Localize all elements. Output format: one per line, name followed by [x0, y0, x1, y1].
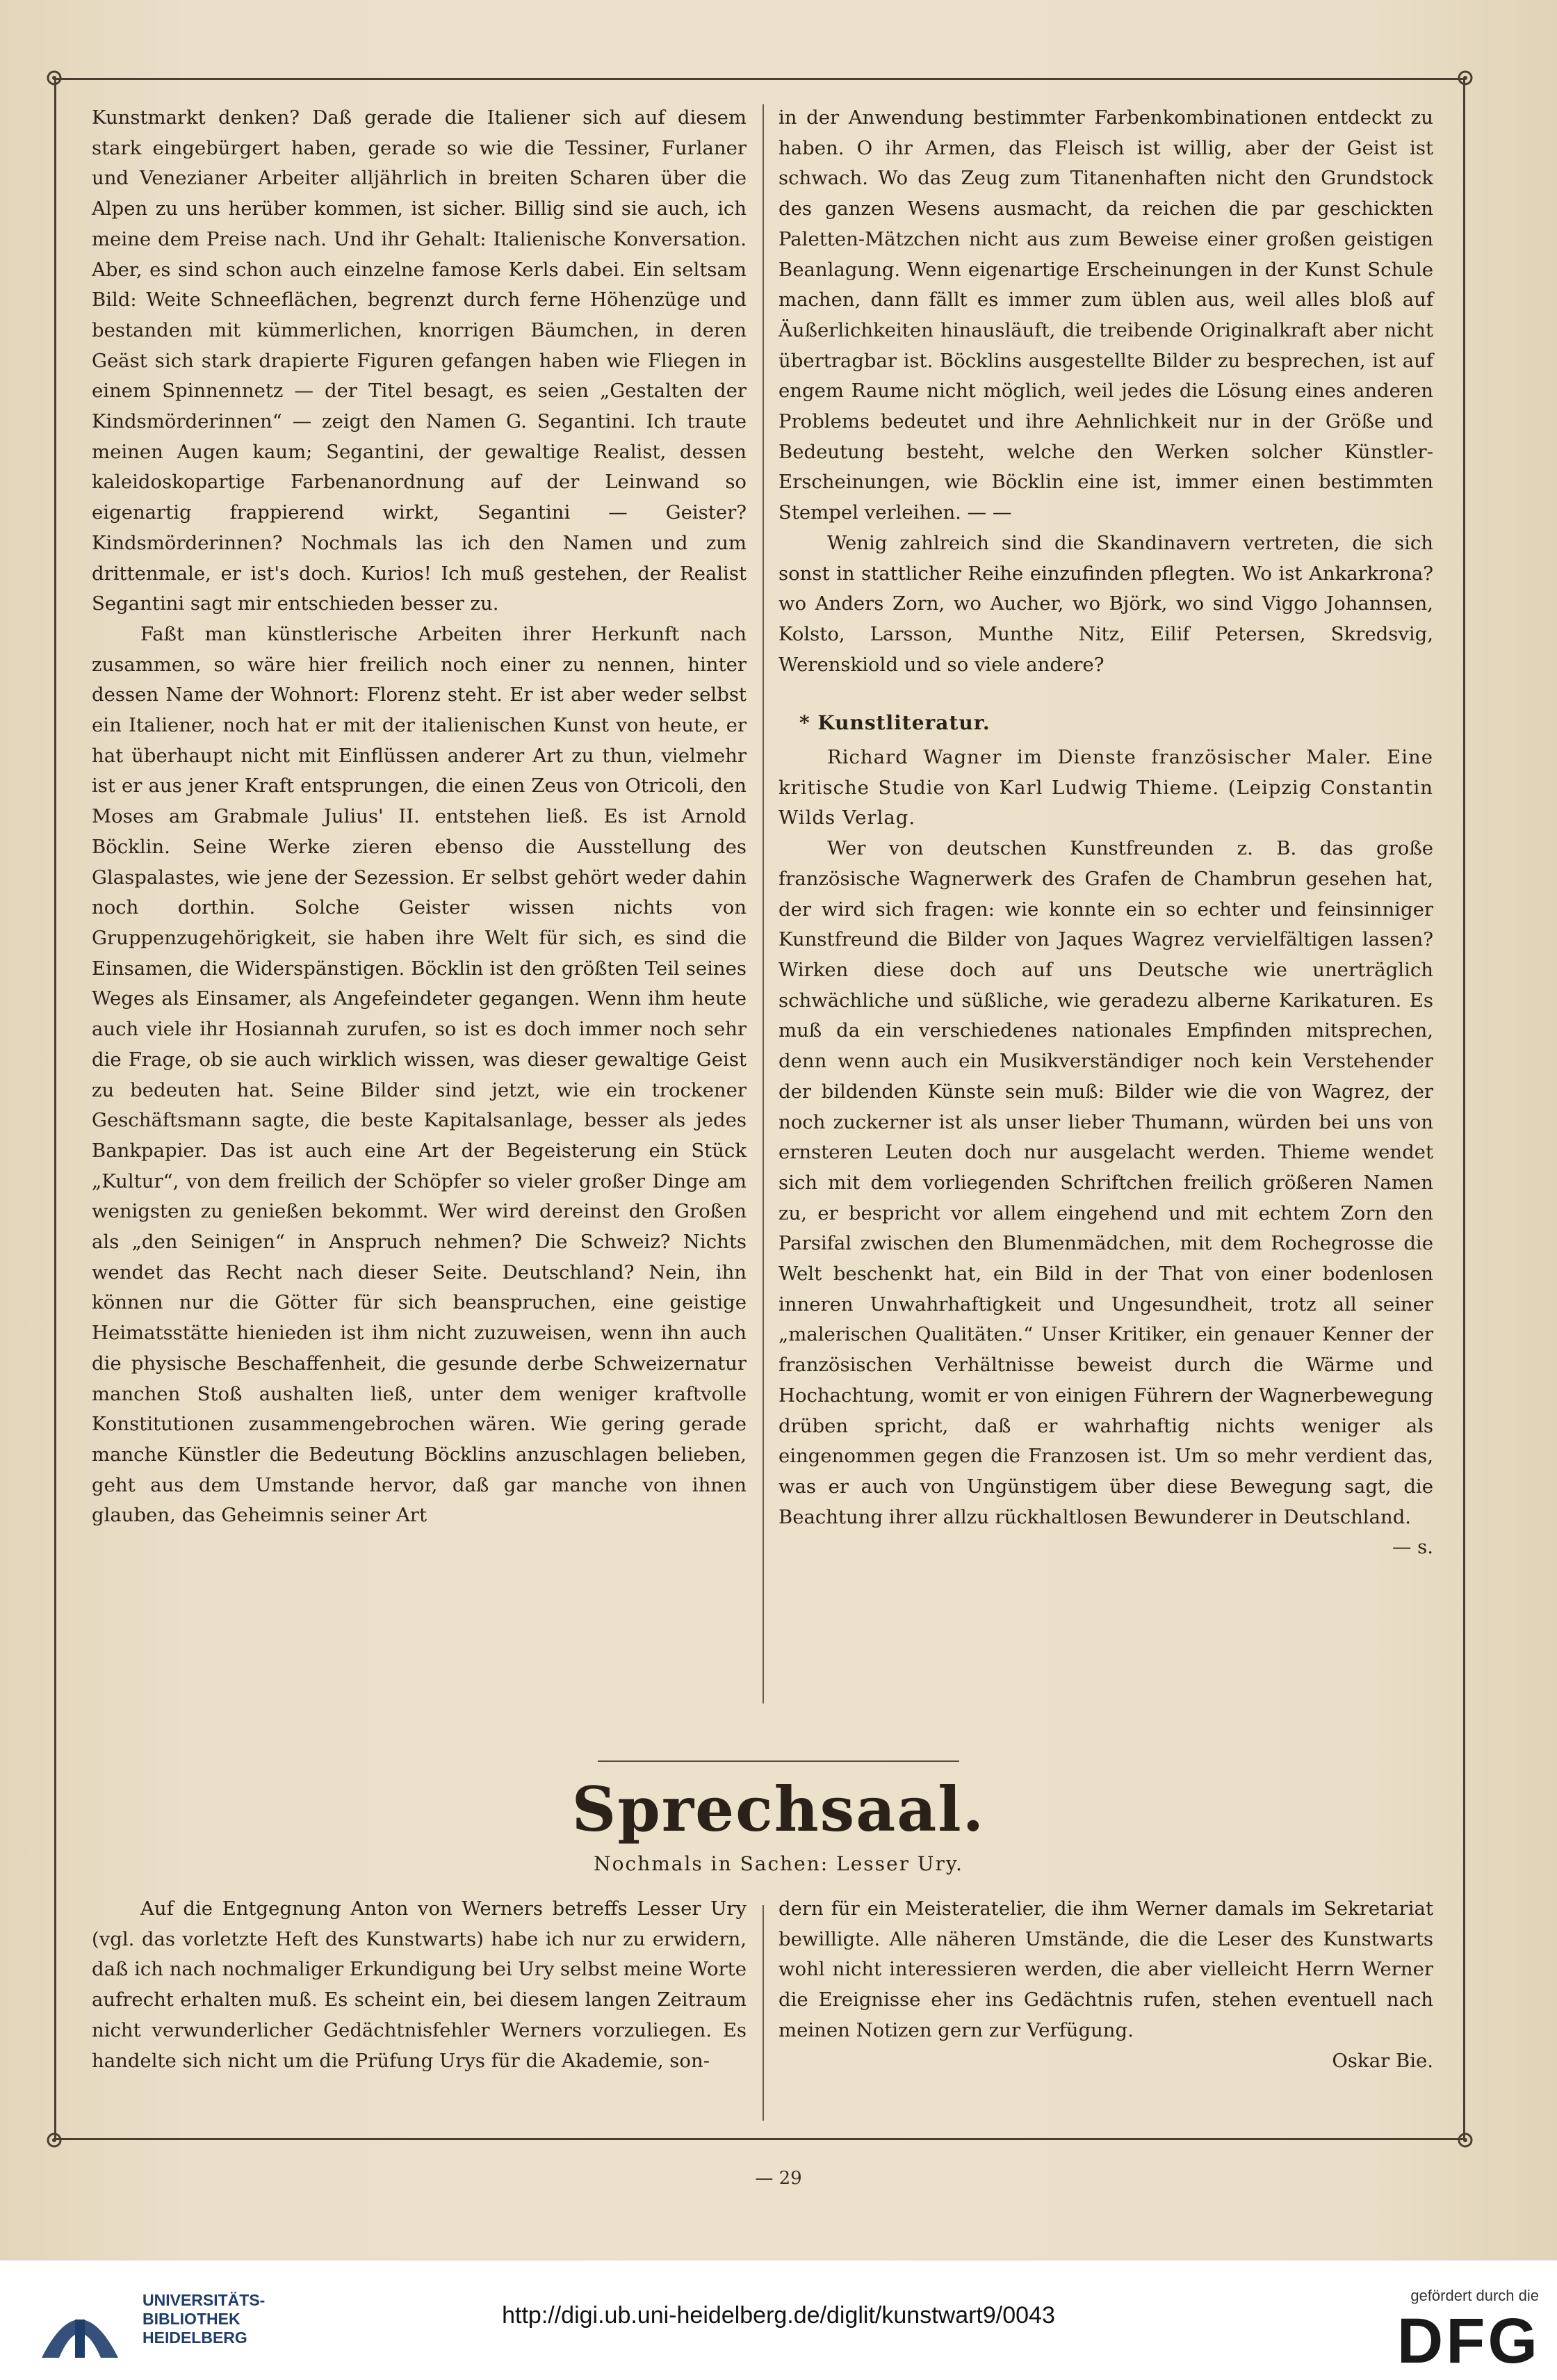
paragraph: Wer von deutschen Kunstfreunden z. B. das große französische Wagnerwerk des Grafen de Chambrun gesehen hat, der wird sich fragen: wie konnte ein so echter und feinsinniger Kunstfreund die Bilder von Jaques Wagrez vervielfältigen lassen? Wirken diese doch auf uns Deutsche wie unerträglich schwächliche und süßliche, wie geradezu alberne Karikaturen. Es muß da ein verschiedenes nationales Empfinden mitsprechen, denn wenn auch ein Musikverständiger noch kein Verstehender der bildenden Künste sein muß: Bilder wie die von Wagrez, der noch zuckerner ist als unser lieber Thumann, würden bei uns von ernsteren Leuten doch nur ausgelacht werden. Thieme wendet sich mit dem vorliegenden Schriftchen freilich größeren Namen zu, er bespricht vor allem eingehend und mit echtem Zorn den Parsifal zwischen den Blumenmädchen, mit dem Rochegrosse die Welt beschenkt hat, ein Bild in der That von einer bodenlosen inneren Unwahrhaftigkeit und Ungesundheit, trotz all seiner „malerischen Qualitäten.“ Unser Kritiker, ein genauer Kenner der französischen Verhältnisse beweist durch die Wärme und Hochachtung, womit er von einigen Führern der Wagnerbewegung drüben spricht, daß er wahrhaftig nichts weniger als eingenommen gegen die Franzosen ist. Um so mehr verdient das, was er auch von Ungünstigem über diese Bewegung sagt, die Beachtung ihrer allzu rückhaltlosen Bewunderer in Deutschland.: [778, 837, 1433, 1528]
paragraph: Kunstmarkt denken? Daß gerade die Italiener sich auf diesem stark eingebürgert haben, gerade so wie die Tessiner, Furlaner und Venezianer Arbeiter alljährlich in breiten Scharen über die Alpen zu uns herüber kommen, ist sicher. Billig sind sie auch, ich meine dem Preise nach. Und ihr Gehalt: Italienische Konversation. Aber, es sind schon auch einzelne famose Kerls dabei. Ein seltsam Bild: Weite Schneeflächen, begrenzt durch ferne Höhenzüge und bestanden mit kümmerlichen, knorrigen Bäumchen, in deren Geäst sich stark drapierte Figuren gefangen haben wie Fliegen in einem Spinnennetz — der Titel besagt, es seien „Gestalten der Kindsmörderinnen“ — zeigt den Namen G. Segantini. Ich traute meinen Augen kaum; Segantini, der gewaltige Realist, dessen kaleidoskopartige Farbenanordnung auf der Leinwand so eigenartig frappierend wirkt, Segantini — Geister? Kindsmörderinnen? Nochmals las ich den Namen und zum drittenmale, er ist's doch. Kurios! Ich muß gestehen, der Realist Segantini sagt mir entschieden besser zu.: [92, 106, 747, 615]
paragraph: in der Anwendung bestimmter Farbenkombinationen entdeckt zu haben. O ihr Armen, das Fleisch ist willig, aber der Geist ist schwach. Wo das Zeug zum Titanenhaften nicht den Grundstock des ganzen Wesens ausmacht, da reichen die par geschickten Paletten-Mätzchen nicht aus zum Beweise einer großen geistigen Beanlagung. Wenn eigenartige Erscheinungen in der Kunst Schule machen, dann fällt es immer zum üblen aus, weil alles bloß auf Äußerlichkeiten hinausläuft, die treibende Originalkraft aber nicht übertragbar ist. Böcklins ausgestellte Bilder zu besprechen, ist auf engem Raume nicht möglich, weil jedes die Lösung eines anderen Problems bedeutet und ihre Aehnlichkeit nur in der Größe und Bedeutung besteht, welche den Werken solcher Künstler-Erscheinungen, wie Böcklin eine ist, immer einen bestimmten Stempel verleihen. — —: [778, 106, 1433, 524]
paragraph: dern für ein Meisteratelier, die ihm Werner damals im Sekretariat bewilligte. Alle näheren Umstände, die die Leser des Kunstwarts wohl nicht interessieren werden, die aber vielleicht Herrn Werner die Ereignisse eher ins Gedächtnis rufen, stehen eventuell nach meinen Notizen gern zur Verfügung.: [778, 1897, 1433, 2041]
source-url-link[interactable]: http://digi.ub.uni-heidelberg.de/diglit/kunstwart9/0043: [502, 2302, 1055, 2329]
corner-ornament-icon: [1450, 63, 1481, 93]
page-number: — 29: [755, 2168, 802, 2189]
left-column-sprechsaal: [92, 1894, 747, 2076]
right-column-sprechsaal: [778, 1894, 1433, 2076]
review-title: Richard Wagner im Dienste französischer Maler. Eine kritische Studie von Karl Ludwig Thieme. (Leipzig Constantin Wilds Verlag.: [778, 746, 1433, 829]
signature: — s.: [1392, 1536, 1433, 1559]
right-column: [778, 103, 1433, 1563]
signature: Oskar Bie.: [1332, 2049, 1433, 2072]
column-divider: [763, 104, 764, 1703]
section-rule: [598, 1760, 959, 1762]
corner-ornament-icon: [39, 2125, 70, 2155]
corner-ornament-icon: [1450, 2125, 1481, 2155]
institution-name: UNIVERSITÄTS- BIBLIOTHEK HEIDELBERG: [142, 2291, 266, 2347]
column-divider: [763, 1905, 764, 2121]
digitization-footer: [0, 2260, 1557, 2380]
section-subtitle: Nochmals in Sachen: Lesser Ury.: [594, 1852, 963, 1875]
corner-ornament-icon: [39, 63, 70, 93]
left-column: [92, 103, 747, 1531]
section-heading-kunstliteratur: * Kunstliteratur.: [799, 711, 991, 735]
section-title-sprechsaal: Sprechsaal.: [571, 1773, 986, 1845]
paragraph: Faßt man künstlerische Arbeiten ihrer Herkunft nach zusammen, so wäre hier freilich noch einer zu nennen, hinter dessen Name der Wohnort: Florenz steht. Er ist aber weder selbst ein Italiener, noch hat er mit der italienischen Kunst von heute, er hat überhaupt nicht mit Einflüssen anderer Art zu thun, vielmehr ist er aus jener Kraft entsprungen, die einen Zeus von Otricoli, den Moses am Grabmale Julius' II. entstehen ließ. Es ist Arnold Böcklin. Seine Werke zieren ebenso die Ausstellung des Glaspalastes, wie jene der Sezession. Er selbst gehört weder dahin noch dorthin. Solche Geister wissen nichts von Gruppenzugehörigkeit, sie haben ihre Welt für sich, es sind die Einsamen, die Widerspänstigen. Böcklin ist den größten Teil seines Weges als Einsamer, als Angefeindeter gegangen. Wenn ihm heute auch viele ihr Hosiannah zurufen, so ist es doch immer noch sehr die Frage, ob sie auch wirklich wissen, was dieser gewaltige Geist zu bedeuten hat. Seine Bilder sind jetzt, wie ein trockener Geschäftsmann sagte, die beste Kapitalsanlage, besser als jedes Bankpapier. Das ist auch eine Art der Begeisterung ein Stück „Kultur“, von dem freilich der Schöpfer so vieler großer Dinge am wenigsten zu genießen bekommt. Wer wird dereinst den Großen als „den Seinigen“ in Anspruch nehmen? Die Schweiz? Nichts wendet das Recht nach dieser Seite. Deutschland? Nein, ihn können nur die Götter für sich beanspruchen, eine geistige Heimatsstätte hienieden ist ihm nicht zuzuweisen, wenn ihn auch die physische Beschaffenheit, die gesunde derbe Schweizernatur manchen Stoß aushalten ließ, unter dem weniger kraftvolle Konstitutionen zusammengebrochen wären. Wie gering gerade manche Künstler die Bedeutung Böcklins anzuschlagen belieben, geht aus dem Umstande hervor, daß gar manche von ihnen glauben, das Geheimnis seiner Art: [92, 622, 747, 1527]
dfg-logo: DFG: [1396, 2306, 1540, 2377]
funder-note: gefördert durch die: [1410, 2287, 1539, 2304]
paragraph: Wenig zahlreich sind die Skandinavern vertreten, die sich sonst in stattlicher Reihe einzufinden pflegten. Wo ist Ankarkrona? wo Anders Zorn, wo Aucher, wo Björk, wo sind Viggo Johannsen, Kolsto, Larsson, Munthe Nitz, Eilif Petersen, Skredsvig, Werenskiold und so viele andere?: [778, 531, 1433, 676]
paragraph: Auf die Entgegnung Anton von Werners betreffs Lesser Ury (vgl. das vorletzte Heft des Kunstwarts) habe ich nur zu erwidern, daß ich nach nochmaliger Erkundigung bei Ury selbst meine Worte aufrecht erhalten muß. Es scheint ein, bei diesem langen Zeitraum nicht verwunderlicher Gedächtnisfehler Werners vorzuliegen. Es handelte sich nicht um die Prüfung Urys für die Akademie, son-: [92, 1897, 747, 2072]
